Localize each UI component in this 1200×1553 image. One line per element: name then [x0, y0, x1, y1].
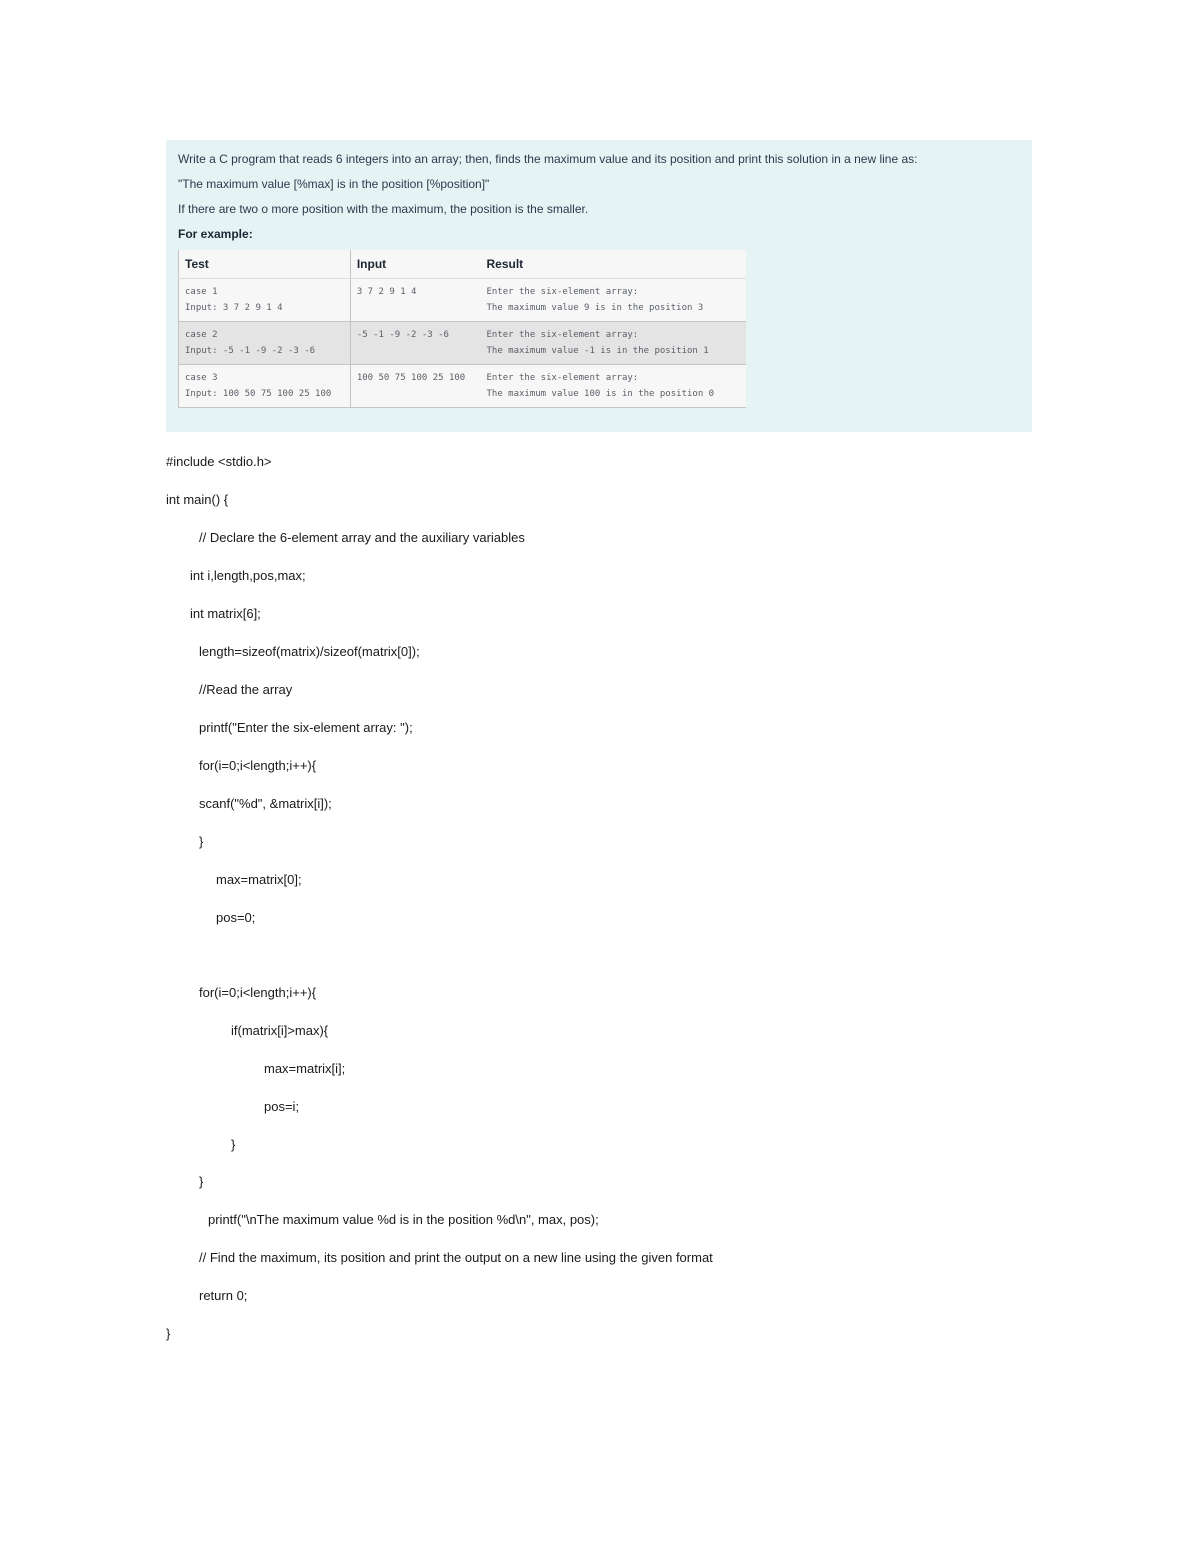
code-line: if(matrix[i]>max){: [231, 1023, 329, 1038]
table-header-row: [179, 250, 747, 279]
code-line: }: [166, 1326, 171, 1341]
tie-rule: If there are two o more position with the maximum, the position is the smaller.: [178, 202, 589, 216]
test-cell: case 1 Input: 3 7 2 9 1 4: [179, 279, 351, 322]
result-cell: Enter the six-element array: The maximum value 9 is in the position 3: [481, 279, 747, 322]
code-line: }: [231, 1137, 236, 1152]
example-heading: For example:: [178, 227, 253, 241]
problem-description: Write a C program that reads 6 integers into an array; then, finds the maximum value and its position and print this solution in a new line as:: [178, 152, 918, 166]
code-line: int main() {: [166, 492, 229, 507]
result-cell: Enter the six-element array: The maximum value 100 is in the position 0: [481, 365, 747, 408]
problem-statement-box: [166, 140, 1032, 432]
table-row: [179, 365, 747, 408]
code-line: }: [199, 834, 204, 849]
test-cell: case 3 Input: 100 50 75 100 25 100: [179, 365, 351, 408]
code-line: // Declare the 6-element array and the auxiliary variables: [199, 530, 525, 545]
code-line: //Read the array: [199, 682, 293, 697]
code-line: int i,length,pos,max;: [190, 568, 306, 583]
code-line: pos=0;: [216, 910, 256, 925]
table-row: [179, 322, 747, 365]
code-line: max=matrix[i];: [264, 1061, 346, 1076]
code-line: for(i=0;i<length;i++){: [199, 985, 317, 1000]
test-cell: case 2 Input: -5 -1 -9 -2 -3 -6: [179, 322, 351, 365]
column-header-test: Test: [179, 250, 351, 279]
code-line: // Find the maximum, its position and print the output on a new line using the given format: [199, 1250, 713, 1265]
code-line: return 0;: [199, 1288, 248, 1303]
code-line: scanf("%d", &matrix[i]);: [199, 796, 332, 811]
code-line: }: [199, 1174, 204, 1189]
input-cell: -5 -1 -9 -2 -3 -6: [350, 322, 480, 365]
code-line: #include <stdio.h>: [166, 454, 272, 469]
code-line: length=sizeof(matrix)/sizeof(matrix[0]);: [199, 644, 420, 659]
result-cell: Enter the six-element array: The maximum value -1 is in the position 1: [481, 322, 747, 365]
column-header-input: Input: [350, 250, 480, 279]
table-row: [179, 279, 747, 322]
code-line: printf("Enter the six-element array: ");: [199, 720, 413, 735]
input-cell: 100 50 75 100 25 100: [350, 365, 480, 408]
code-line: int matrix[6];: [190, 606, 261, 621]
input-cell: 3 7 2 9 1 4: [350, 279, 480, 322]
code-line: for(i=0;i<length;i++){: [199, 758, 317, 773]
code-line: pos=i;: [264, 1099, 300, 1114]
output-format: "The maximum value [%max] is in the position [%position]": [178, 177, 490, 191]
code-line: max=matrix[0];: [216, 872, 302, 887]
column-header-result: Result: [481, 250, 747, 279]
code-line: printf("\nThe maximum value %d is in the position %d\n", max, pos);: [208, 1212, 599, 1227]
example-table: [178, 250, 746, 408]
